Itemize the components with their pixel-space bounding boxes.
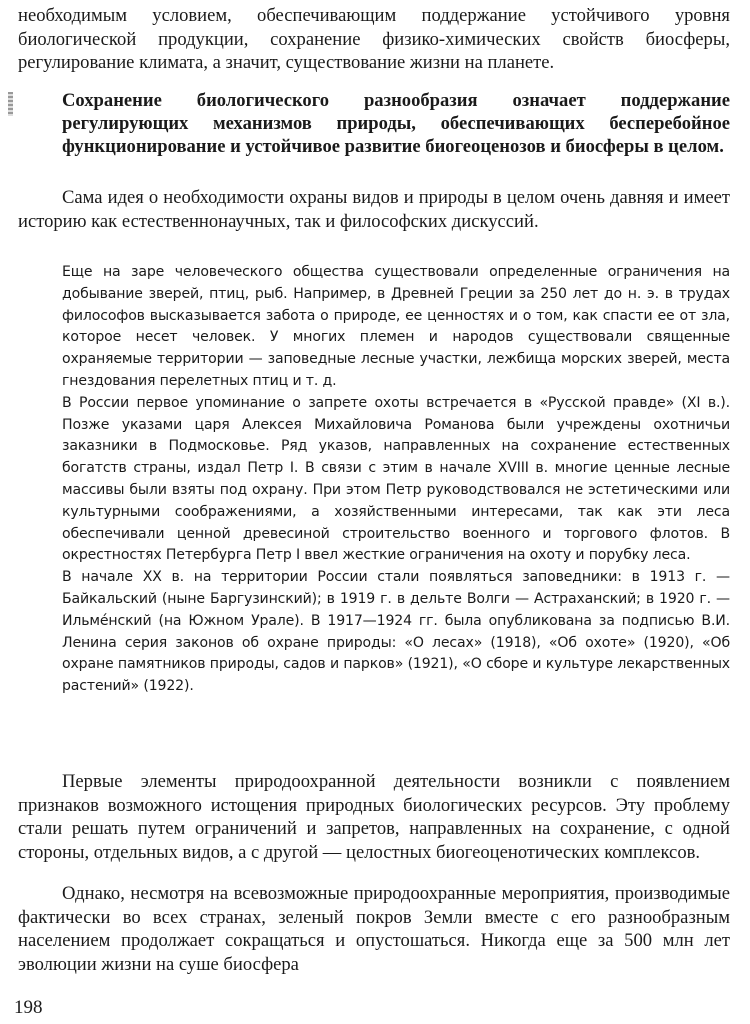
definition-paragraph: Сохранение биологического разнообразия означает поддержание регулирующих механизмов природы, обеспечивающих бесперебойное функционирование и устойчивое развитие биогеоценозов и биосферы в целом. — [62, 90, 730, 157]
history-paragraph-ancient: Еще на заре человеческого общества существовали определенные ограничения на добывание зверей, птиц, рыб. Например, в Древней Греции за 250 лет до н. э. в трудах философов высказывается забота о природе, ее ценностях и о том, как спасти ее от зла, которое несет человек. У многих племен и народов существовали священные охраняемые территории — заповедные лесные участки, лежбища морских зверей, места гнездования перелетных птиц и т. д. — [62, 264, 730, 389]
idea-paragraph: Сама идея о необходимости охраны видов и природы в целом очень давняя и имеет историю как естественнонаучных, так и философских дискуссий. — [18, 187, 730, 232]
history-inset — [62, 262, 730, 698]
first-elements-paragraph: Первые элементы природоохранной деятельности возникли с появлением признаков возможного истощения природных биологических ресурсов. Эту проблему стали решать путем ограничений и запретов, направленных на сохранение, с одной стороны, отдельных видов, а с другой — целостных биогеоценотических комплексов. — [18, 771, 730, 864]
page-number: 198 — [14, 997, 43, 1018]
history-paragraph-reserves: В начале XX в. на территории России стали появляться заповедники: в 1913 г. — Байкальский (ныне Баргузинский); в 1919 г. в дельте Волги — Астраханский; в 1920 г. — Ильме́нский (на Южном Урале). В 1917—1924 гг. была опубликована за подписью В.И. Ленина серия законов об охране природы: «О лесах» (1918), «Об охоте» (1920), «Об охране памятников природы, садов и парков» (1921), «О сборе и культуре лекарственных растений» (1922). — [62, 569, 730, 695]
history-paragraph-russia: В России первое упоминание о запрете охоты встречается в «Русской правде» (XI в.). Позже указами царя Алексея Михайловича Романова были учреждены охотничьи заказники в Подмосковье. Ряд указов, направленных на сохранение естественных богатств страны, издал Петр I. В связи с этим в начале XVIII в. многие ценные лесные массивы были взяты под охрану. При этом Петр руководствовался не эстетическими или культурными соображениями, а хозяйственными интересами, так как эти леса обеспечивали ценной древесиной строительство военного и торгового флотов. В окрестностях Петербурга Петр I ввел жесткие ограничения на охоту и порубку леса. — [62, 394, 730, 564]
intro-paragraph: необходимым условием, обеспечивающим поддержание устойчивого уровня биологической продукции, сохранение физико-химических свойств биосферы, регулирование климата, а значит, существование жизни на планете. — [18, 5, 730, 74]
however-paragraph: Однако, несмотря на всевозможные природоохранные мероприятия, производимые фактически во всех странах, зеленый покров Земли вместе с его разнообразным населением продолжает сокращаться и опустошаться. Никогда еще за 500 млн лет эволюции жизни на суше биосфера — [18, 883, 730, 976]
margin-mark — [8, 92, 13, 116]
